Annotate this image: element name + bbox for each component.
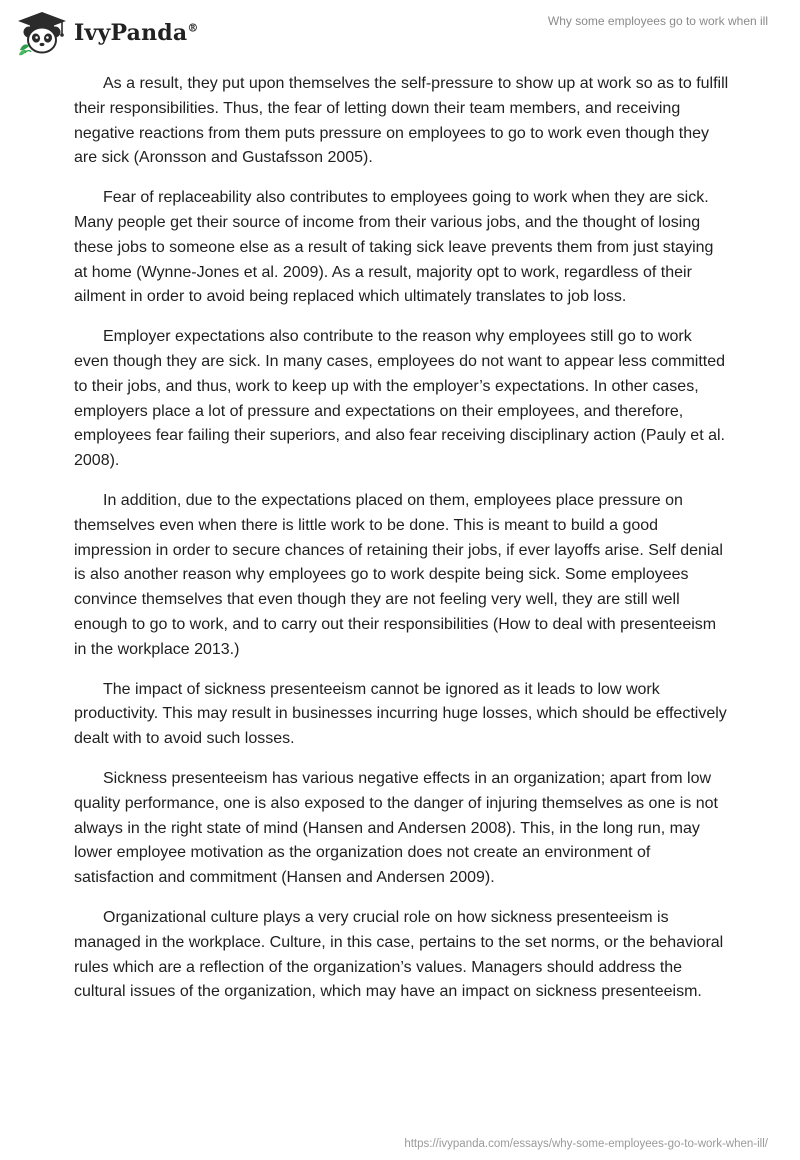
logo-wordmark (74, 20, 199, 46)
document-title: Why some employees go to work when ill (547, 14, 768, 28)
ivypanda-logo[interactable] (16, 10, 199, 56)
essay-body (74, 72, 730, 1020)
paragraph: Sickness presenteeism has various negative effects in an organization; apart from low quality performance, one is also exposed to the danger of injuring themselves as one is not always in the right state of mind (Hansen and Andersen 2008). This, in the long run, may lower employee motivation as the organization does not create an environment of satisfaction and commitment (Hansen and Andersen 2009). (74, 769, 718, 887)
logo-registered-mark: ® (187, 21, 199, 35)
paragraph: The impact of sickness presenteeism cannot be ignored as it leads to low work productivity. This may result in businesses incurring huge losses, which should be effectively dealt with to avoid such losses. (74, 680, 727, 748)
paragraph: Fear of replaceability also contributes to employees going to work when they are sick. Many people get their source of income from their various jobs, and the thought of losing these jobs to someone else as a result of taking sick leave prevents them from just staying at home (Wynne-Jones et al. 2009). As a result, majority opt to work, regardless of their ailment in order to avoid being replaced which ultimately translates to job loss. (74, 189, 714, 306)
logo-name: IvyPanda (74, 20, 188, 46)
paragraph: Employer expectations also contribute to the reason why employees still go to work even though they are sick. In many cases, employees do not want to appear less committed to their jobs, and thus, work to keep up with the employer’s expectations. In other cases, employers place a lot of pressure and expectations on their employees, and therefore, employees fear failing their superiors, and also fear receiving disciplinary action (Pauly et al. 2008). (74, 328, 726, 470)
paragraph: In addition, due to the expectations placed on them, employees place pressure on themselves even when there is little work to be done. This is meant to build a good impression in order to secure chances of retaining their jobs, if ever layoffs arise. Self denial is also another reason why employees go to work despite being sick. Some employees convince themselves that even though they are not feeling very well, they are still well enough to go to work, and to carry out their responsibilities (How to deal with presenteeism in the workplace 2013.) (74, 491, 723, 658)
source-url-link[interactable]: https://ivypanda.com/essays/why-some-employees-go-to-work-when-ill/ (404, 1138, 768, 1150)
paragraph: As a result, they put upon themselves the self-pressure to show up at work so as to fulfill their responsibilities. Thus, the fear of letting down their team members, and receiving negative reactions from them puts pressure on employees to go to work even though they are sick (Aronsson and Gustafsson 2005). (74, 75, 729, 167)
panda-graduation-cap-icon (16, 10, 68, 56)
page-header (0, 0, 800, 70)
paragraph: Organizational culture plays a very crucial role on how sickness presenteeism is managed in the workplace. Culture, in this case, pertains to the set norms, or the behavioral rules which are a reflection of the organization’s values. Managers should address the cultural issues of the organization, which may have an impact on sickness presenteeism. (74, 908, 724, 1001)
